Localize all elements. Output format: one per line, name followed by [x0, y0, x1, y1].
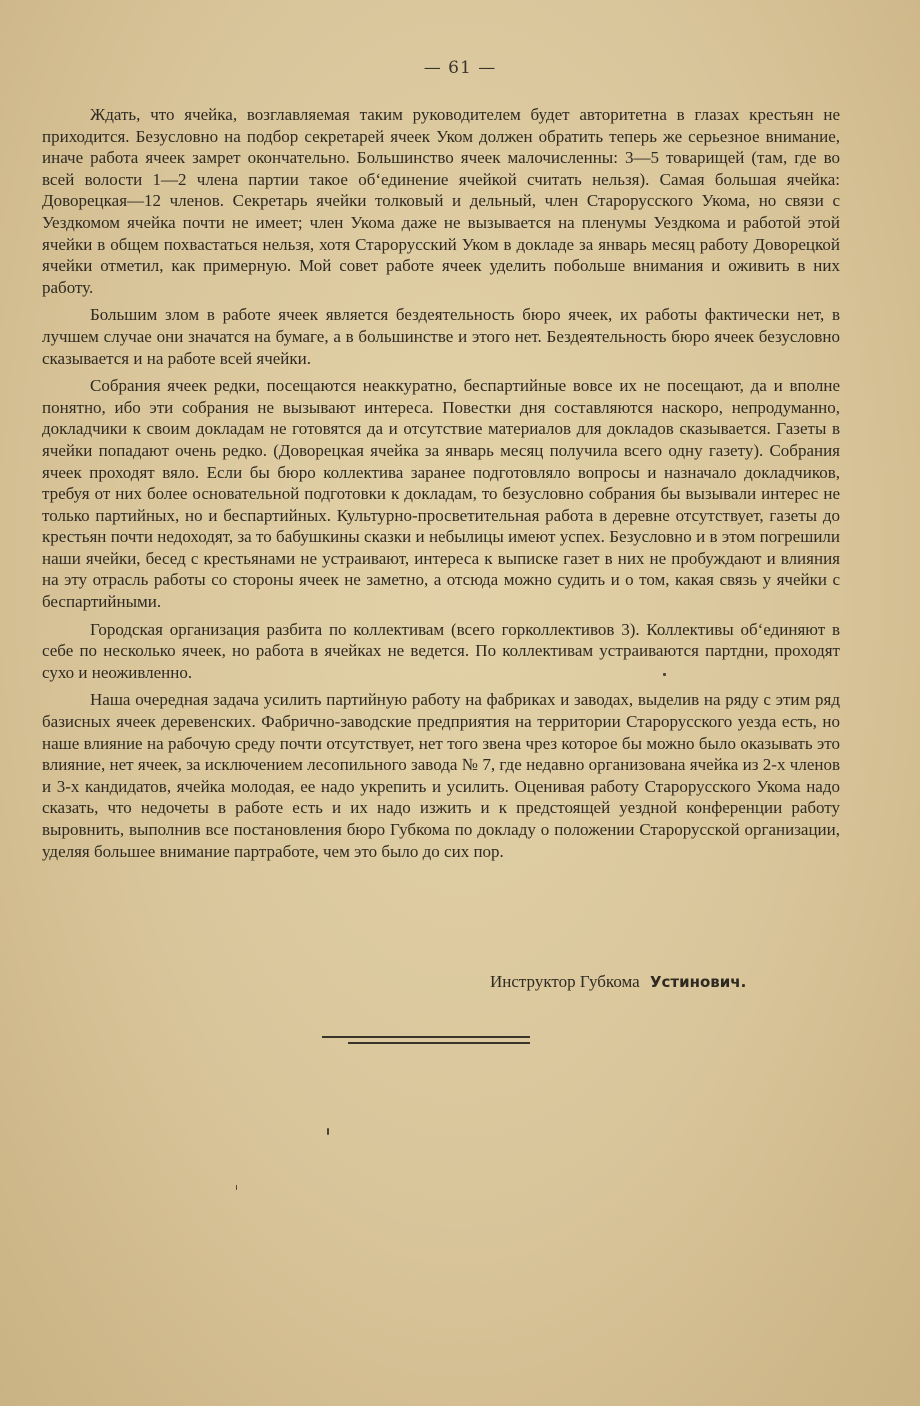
- signature-line: [490, 972, 810, 992]
- paragraph: Собрания ячеек редки, посещаются неаккуратно, беспартийные вовсе их не посещают, да и вполне понятно, ибо эти собрания не вызывают интереса. Повестки дня составляются наскоро, непродуманно, докладчики к своим докладам не готовятся да и отсутствие материалов для докладов сказывается. Газеты в ячейки попадают очень редко. (Доворецкая ячейка за январь месяц получила всего одну газету). Собрания ячеек проходят вяло. Если бы бюро коллектива заранее подготовляло вопросы и назначало докладчиков, требуя от них более основательной подготовки к докладам, то безусловно собрания бы вызывали интерес не только партийных, но и беспартийных. Культурно-просветительная работа в деревне отсутствует, газеты до крестьян почти недоходят, за то бабушкины сказки и небылицы имеют успех. Безусловно и в этом погрешили наши ячейки, бесед с крестьянами не устраивают, интереса к выписке газет в них не пробуждают и влияния на эту отрасль работы со стороны ячеек не заметно, а отсюда можно судить и о том, какая связь у ячейки с беспартийными.: [42, 376, 840, 612]
- paper-speck: [663, 673, 666, 676]
- divider-rule-top: [322, 1036, 530, 1038]
- divider-rule-bottom: [348, 1042, 530, 1044]
- signature-title: Инструктор Губкома: [490, 972, 640, 991]
- paper-speck: [327, 1128, 329, 1135]
- page-number: — 61 —: [423, 58, 497, 78]
- paragraph: Большим злом в работе ячеек является бездеятельность бюро ячеек, их работы фактически нет, в лучшем случае они значатся на бумаге, а в большинстве и этого нет. Бездеятельность бюро ячеек безусловно сказывается и на работе всей ячейки.: [42, 305, 840, 368]
- paragraph: Городская организация разбита по коллективам (всего горколлективов 3). Коллективы об‘единяют в себе по несколько ячеек, но работа в ячейках не ведется. По коллективам устраиваются партдни, проходят сухо и неоживленно.: [42, 619, 840, 682]
- paragraph: Наша очередная задача усилить партийную работу на фабриках и заводах, выделив на ряду с этим ряд базисных ячеек деревенских. Фабрично-заводские предприятия на территории Старорусского уезда есть, но наше влияние на рабочую среду почти отсутствует, нет того звена чрез которое бы можно было оказывать это влияние, нет ячеек, за исключением лесопильного завода № 7, где недавно организована ячейка из 2-х членов и 3-х кандидатов, ячейка молодая, ее надо укрепить и усилить. Оценивая работу Старорусского Укома надо сказать, что недочеты в работе есть и их надо изжить и к предстоящей уездной конференции работу выровнить, выполнив все постановления бюро Губкома по докладу о положении Старорусской организации, уделяя большее внимание партработе, чем это было до сих пор.: [42, 690, 840, 861]
- paragraph: Ждать, что ячейка, возглавляемая таким руководителем будет авторитетна в глазах крестьян не приходится. Безусловно на подбор секретарей ячеек Уком должен обратить теперь же серьезное внимание, иначе работа ячеек замрет окончательно. Большинство ячеек малочисленны: 3—5 товарищей (там, где во всей волости 1—2 члена партии такое об‘единение ячейкой считать нельзя). Самая большая ячейка: Доворецкая—12 членов. Секретарь ячейки толковый и дельный, член Старорусского Укома, но связи с Уездкомом ячейка почти не имеет; член Укома даже не вызывается на пленумы Уездкома и работой этой ячейки в общем похвастаться нельзя, хотя Старорусский Уком в докладе за январь месяц работу Доворецкой ячейки отметил, как примерную. Мой совет работе ячеек уделить побольше внимания и оживить в них работу.: [42, 105, 840, 297]
- signature-name: Устинович.: [649, 973, 747, 991]
- paper-speck: [236, 1185, 237, 1190]
- body-text: [42, 104, 840, 868]
